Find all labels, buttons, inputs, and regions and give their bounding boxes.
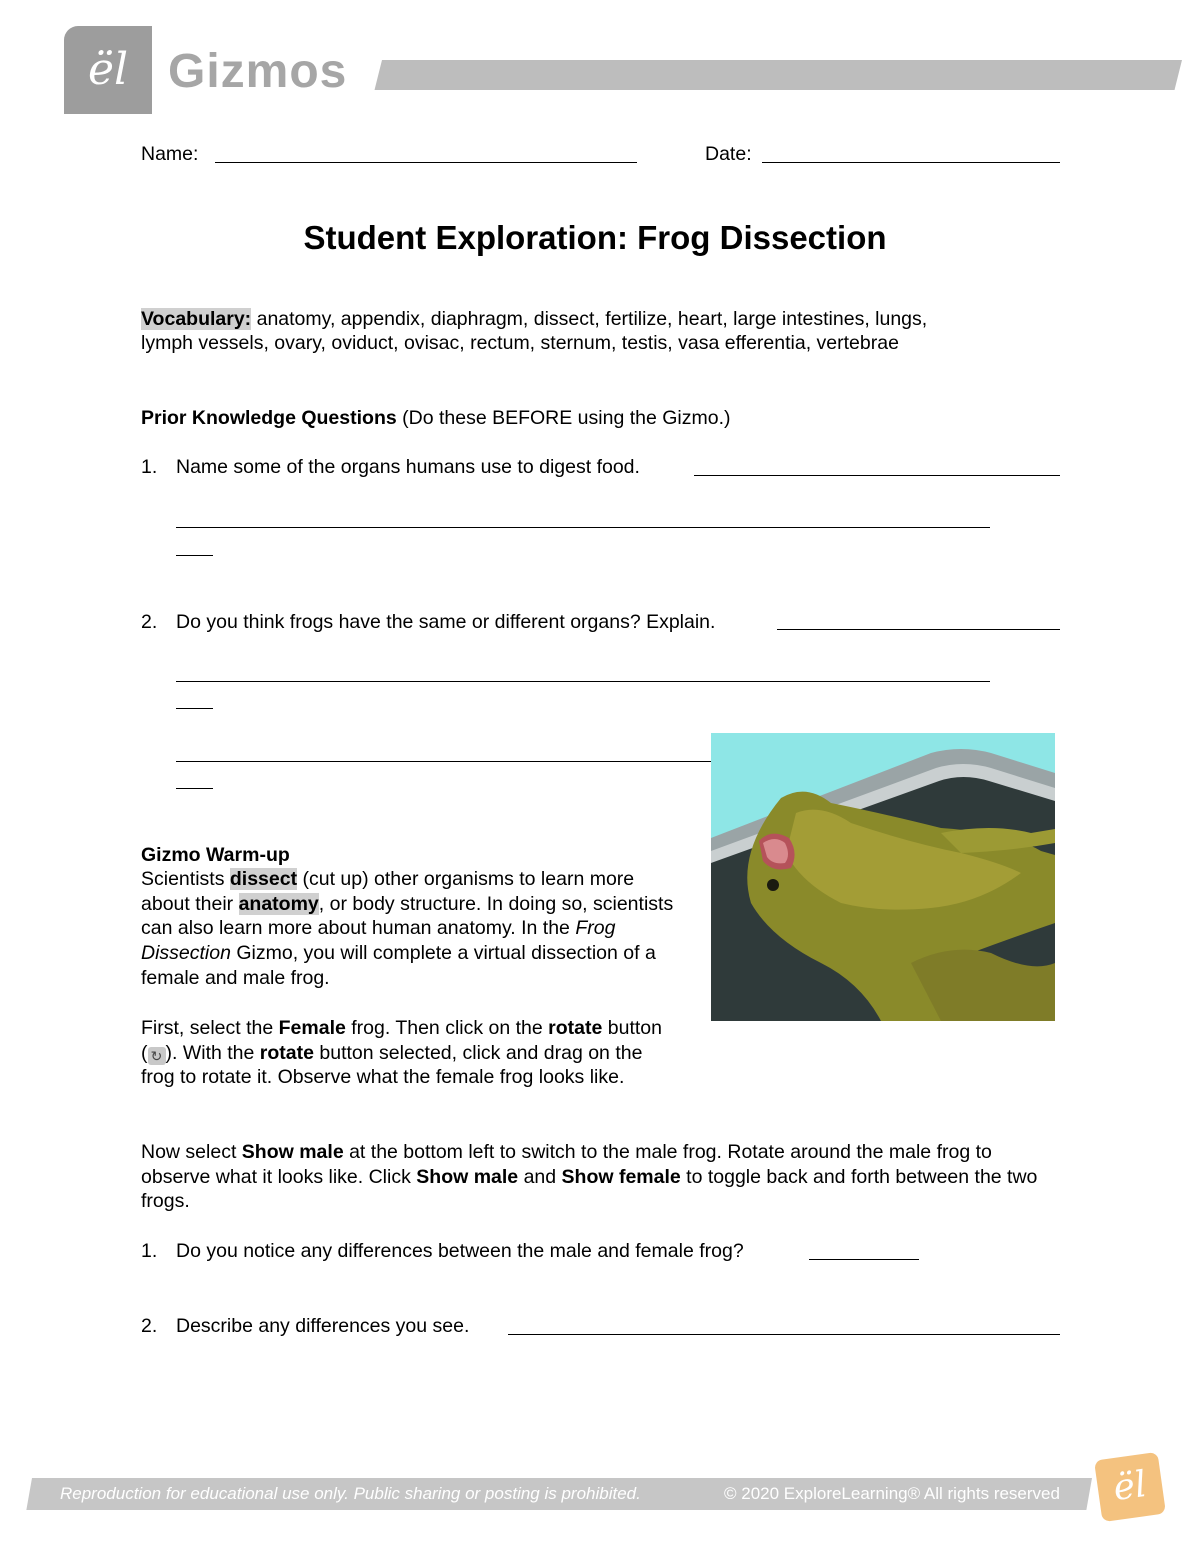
- name-field[interactable]: [215, 162, 637, 163]
- prior-q2-answer-line-1[interactable]: [777, 629, 1060, 630]
- rotate-term-2: rotate: [259, 1041, 314, 1064]
- prior-knowledge-heading: [141, 406, 731, 431]
- warmup-p3-text-c: and: [518, 1165, 562, 1188]
- warmup-p2-text-a: First, select the: [141, 1017, 279, 1039]
- date-field[interactable]: [762, 162, 1060, 163]
- warmup-q1-text: Do you notice any differences between the male and female frog?: [176, 1240, 744, 1262]
- warmup-p3-text-d: to toggle back and forth between the two frogs.: [141, 1165, 1038, 1213]
- warmup-paragraph-3: [141, 1140, 1066, 1214]
- vocabulary-terms-2: lymph vessels, ovary, oviduct, ovisac, rectum, sternum, testis, vasa efferentia, vertebrae: [141, 332, 899, 354]
- prior-q2-answer-line-3[interactable]: [176, 708, 213, 709]
- warmup-q1-answer-line[interactable]: [809, 1259, 919, 1260]
- show-female-term: Show female: [561, 1165, 681, 1188]
- footer-copyright: © 2020 ExploreLearning® All rights reserved: [724, 1484, 1060, 1503]
- rotate-icon: ↻: [148, 1047, 166, 1065]
- page-title: Student Exploration: Frog Dissection: [303, 219, 887, 256]
- header-bar: [375, 60, 1182, 90]
- prior-q2-text: Do you think frogs have the same or different organs? Explain.: [176, 611, 716, 633]
- dissect-term: dissect: [229, 868, 298, 890]
- footer-disclaimer: Reproduction for educational use only. Public sharing or posting is prohibited.: [60, 1484, 641, 1503]
- warmup-q2-number: 2.: [141, 1315, 158, 1337]
- warmup-q2-text: Describe any differences you see.: [176, 1315, 470, 1337]
- warmup-paragraph-2: [141, 1016, 671, 1090]
- warmup-q2-answer-line[interactable]: [508, 1334, 1060, 1335]
- prior-note: (Do these BEFORE using the Gizmo.): [396, 407, 731, 429]
- prior-q1-number: 1.: [141, 456, 158, 478]
- rotate-term: rotate: [548, 1017, 603, 1039]
- name-label: Name:: [141, 143, 199, 165]
- prior-q2-number: 2.: [141, 611, 158, 633]
- warmup-p3-text-b: at the bottom left to switch to the male frog. Rotate around the male frog to observe what it looks like. Click: [141, 1141, 992, 1188]
- prior-q2-answer-line-5[interactable]: [176, 788, 213, 789]
- warmup-p1-text-b: (cut up) other organisms to learn more about their: [141, 868, 635, 915]
- frog-illustration: [711, 733, 1055, 1021]
- warmup-p2-text-d: ). With the: [165, 1041, 260, 1064]
- prior-q1-answer-line-2[interactable]: [176, 527, 990, 528]
- warmup-p1-text-a: Scientists: [141, 868, 230, 890]
- prior-q1-text: Name some of the organs humans use to digest food.: [176, 456, 640, 478]
- vocabulary-line-1: [141, 307, 927, 332]
- frog-image: [711, 733, 1055, 1021]
- el-footer-logo-icon: ël: [1094, 1452, 1166, 1522]
- show-male-term: Show male: [241, 1141, 344, 1163]
- warmup-heading: [141, 843, 290, 868]
- gizmo-name: Frog Dissection: [141, 917, 616, 965]
- warmup-p2-text-c: button (: [141, 1017, 662, 1064]
- warmup-p3-text-a: Now select: [141, 1141, 242, 1163]
- warmup-p2-text-e: button selected, click and drag on the frog to rotate it. Observe what the female frog looks like.: [141, 1041, 643, 1089]
- prior-q2-answer-line-2[interactable]: [176, 681, 990, 682]
- warmup-p2-text-b: frog. Then click on the: [345, 1017, 549, 1039]
- gizmos-logo-text: Gizmos: [168, 45, 348, 98]
- warmup-paragraph-1: [141, 867, 681, 991]
- female-term: Female: [278, 1017, 346, 1039]
- vocabulary-terms-1: anatomy, appendix, diaphragm, dissect, fertilize, heart, large intestines, lungs,: [251, 308, 928, 330]
- warmup-q1-number: 1.: [141, 1240, 158, 1262]
- warmup-p1-text-d: Gizmo, you will complete a virtual dissection of a female and male frog.: [141, 942, 656, 989]
- warmup-heading-text: Gizmo Warm-up: [141, 844, 290, 866]
- el-logo-icon: ël: [87, 44, 129, 95]
- prior-q1-answer-line-1[interactable]: [694, 475, 1060, 476]
- anatomy-term: anatomy: [238, 892, 319, 915]
- warmup-p1-text-c: , or body structure. In doing so, scientists can also learn more about human anatomy. In the: [141, 892, 674, 940]
- date-label: Date:: [705, 143, 752, 165]
- prior-heading-bold: Prior Knowledge Questions: [141, 407, 397, 429]
- prior-q2-answer-line-4[interactable]: [176, 761, 711, 762]
- gizmos-logo-box: [64, 26, 152, 114]
- vocabulary-label: Vocabulary:: [141, 308, 252, 330]
- prior-q1-answer-line-3[interactable]: [176, 555, 213, 556]
- show-male-term-2: Show male: [416, 1165, 519, 1188]
